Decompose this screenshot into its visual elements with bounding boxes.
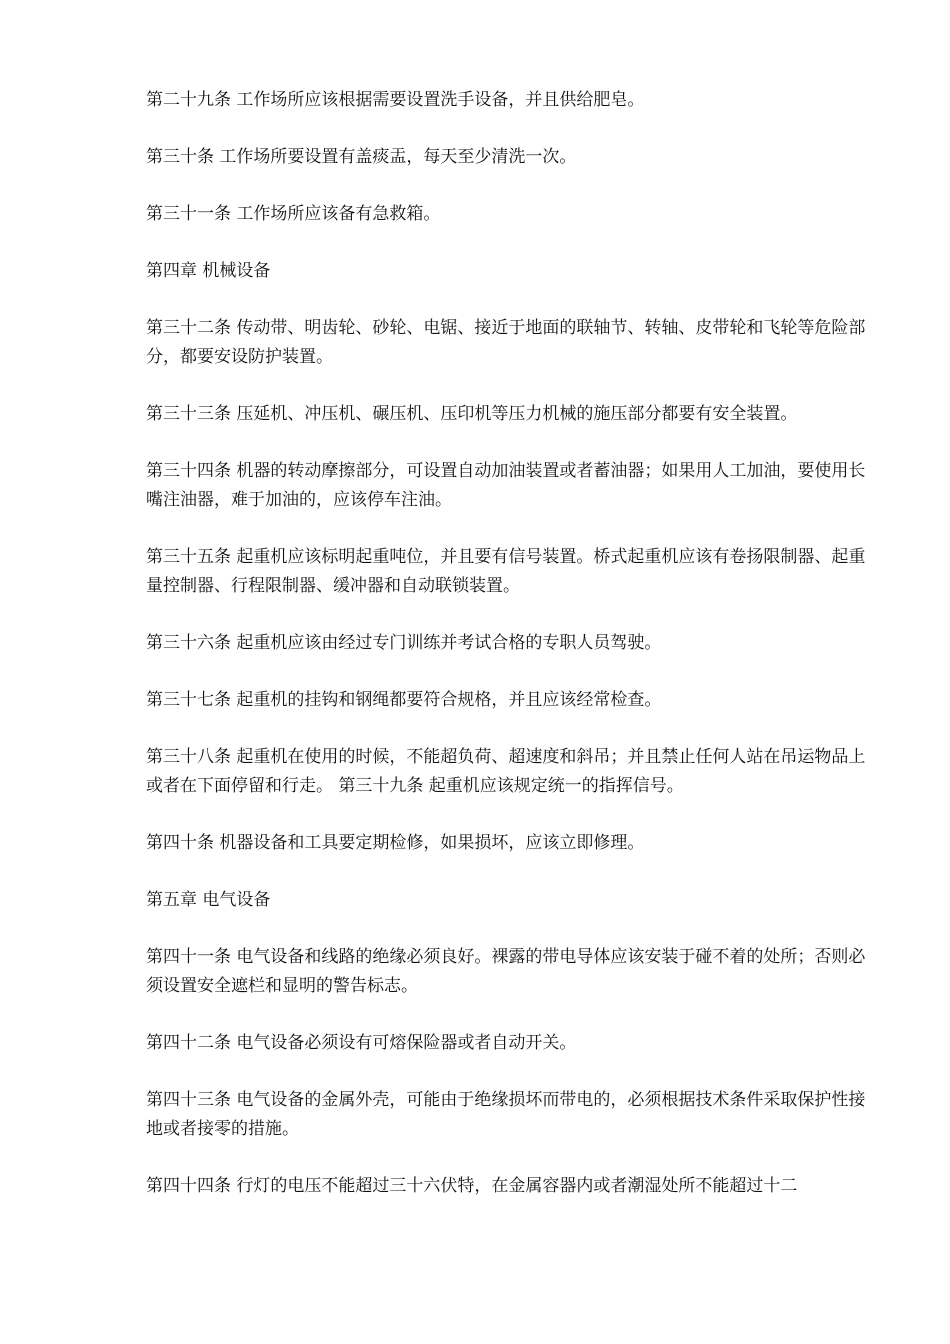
chapter-4-heading: 第四章 机械设备 <box>146 261 271 281</box>
article-36: 第三十六条 起重机应该由经过专门训练并考试合格的专职人员驾驶。 <box>146 633 662 653</box>
article-35: 第三十五条 起重机应该标明起重吨位，并且要有信号装置。桥式起重机应该有卷扬限制器、起重量控制器、行程限制器、缓冲器和自动联锁装置。 <box>146 547 866 596</box>
article-40: 第四十条 机器设备和工具要定期检修，如果损坏，应该立即修理。 <box>146 833 645 853</box>
article-33: 第三十三条 压延机、冲压机、碾压机、压印机等压力机械的施压部分都要有安全装置。 <box>146 404 798 424</box>
article-42: 第四十二条 电气设备必须设有可熔保险器或者自动开关。 <box>146 1033 577 1053</box>
article-41: 第四十一条 电气设备和线路的绝缘必须良好。裸露的带电导体应该安装于碰不着的处所；否则必须设置安全遮栏和显明的警告标志。 <box>146 947 866 996</box>
chapter-5-heading: 第五章 电气设备 <box>146 890 271 910</box>
article-43: 第四十三条 电气设备的金属外壳，可能由于绝缘损坏而带电的，必须根据技术条件采取保护性接地或者接零的措施。 <box>146 1090 866 1139</box>
article-30: 第三十条 工作场所要设置有盖痰盂，每天至少清洗一次。 <box>146 147 577 167</box>
document-body <box>146 86 880 1201</box>
article-32: 第三十二条 传动带、明齿轮、砂轮、电锯、接近于地面的联轴节、转轴、皮带轮和飞轮等危险部分，都要安设防护装置。 <box>146 318 866 367</box>
article-34: 第三十四条 机器的转动摩擦部分，可设置自动加油装置或者蓄油器；如果用人工加油，要使用长嘴注油器，难于加油的，应该停车注油。 <box>146 461 866 510</box>
article-37: 第三十七条 起重机的挂钩和钢绳都要符合规格，并且应该经常检查。 <box>146 690 662 710</box>
article-44: 第四十四条 行灯的电压不能超过三十六伏特，在金属容器内或者潮湿处所不能超过十二 <box>146 1176 798 1196</box>
article-38-39: 第三十八条 起重机在使用的时候，不能超负荷、超速度和斜吊；并且禁止任何人站在吊运物品上或者在下面停留和行走。 第三十九条 起重机应该规定统一的指挥信号。 <box>146 747 866 796</box>
article-29: 第二十九条 工作场所应该根据需要设置洗手设备，并且供给肥皂。 <box>146 90 645 110</box>
article-31: 第三十一条 工作场所应该备有急救箱。 <box>146 204 441 224</box>
